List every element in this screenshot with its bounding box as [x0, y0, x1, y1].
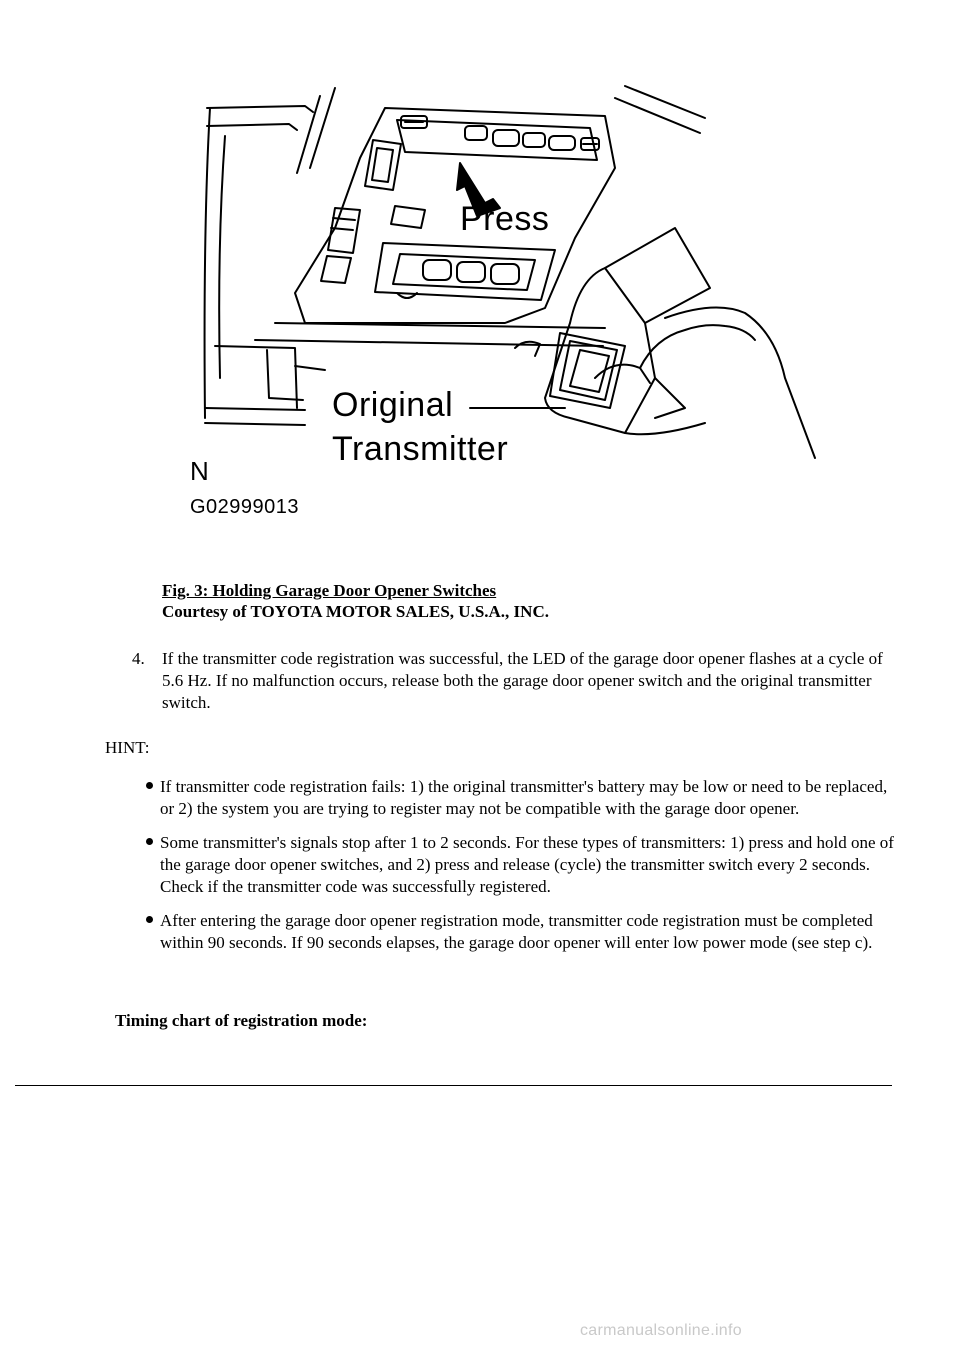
callout-original: Original [332, 386, 454, 424]
bullet-icon [146, 838, 153, 845]
list-item [160, 776, 900, 820]
hint-text: After entering the garage door opener registration mode, transmitter code registration must be completed within 90 seconds. If 90 seconds elapses, the garage door opener will enter low power mode (see step c). [160, 911, 873, 952]
section-heading: Timing chart of registration mode: [115, 1011, 368, 1030]
watermark-text: carmanualsonline.info [580, 1322, 742, 1339]
list-item [160, 910, 900, 954]
bullet-icon [146, 782, 153, 789]
hint-text: Some transmitter's signals stop after 1 to 2 seconds. For these types of transmitters: 1) press and hold one of the garage door opener switches, and 2) press and release (cycle) the transmitter switch every 2 seconds. Check if the transmitter code was successfully registered. [160, 833, 894, 896]
step-number: 4. [132, 649, 145, 668]
page-divider [15, 1085, 892, 1086]
hint-label: HINT: [105, 738, 150, 757]
figure-corner-label: N [190, 456, 209, 486]
list-item [160, 832, 900, 898]
step-text: If the transmitter code registration was successful, the LED of the garage door opener flashes at a cycle of 5.6 Hz. If no malfunction occurs, release both the garage door opener switch and the original transmitter switch. [162, 649, 883, 712]
hint-list [160, 776, 900, 966]
callout-transmitter: Transmitter [332, 430, 509, 468]
hint-text: If transmitter code registration fails: 1) the original transmitter's battery may be low or need to be replaced, or 2) the system you are trying to register may not be compatible with the garage door opener. [160, 777, 888, 818]
figure-code: G02999013 [190, 496, 300, 518]
callout-press: Press [460, 200, 550, 238]
bullet-icon [146, 916, 153, 923]
figure-caption-title[interactable]: Fig. 3: Holding Garage Door Opener Switches [162, 581, 497, 600]
figure-caption-courtesy: Courtesy of TOYOTA MOTOR SALES, U.S.A., INC. [162, 602, 549, 621]
